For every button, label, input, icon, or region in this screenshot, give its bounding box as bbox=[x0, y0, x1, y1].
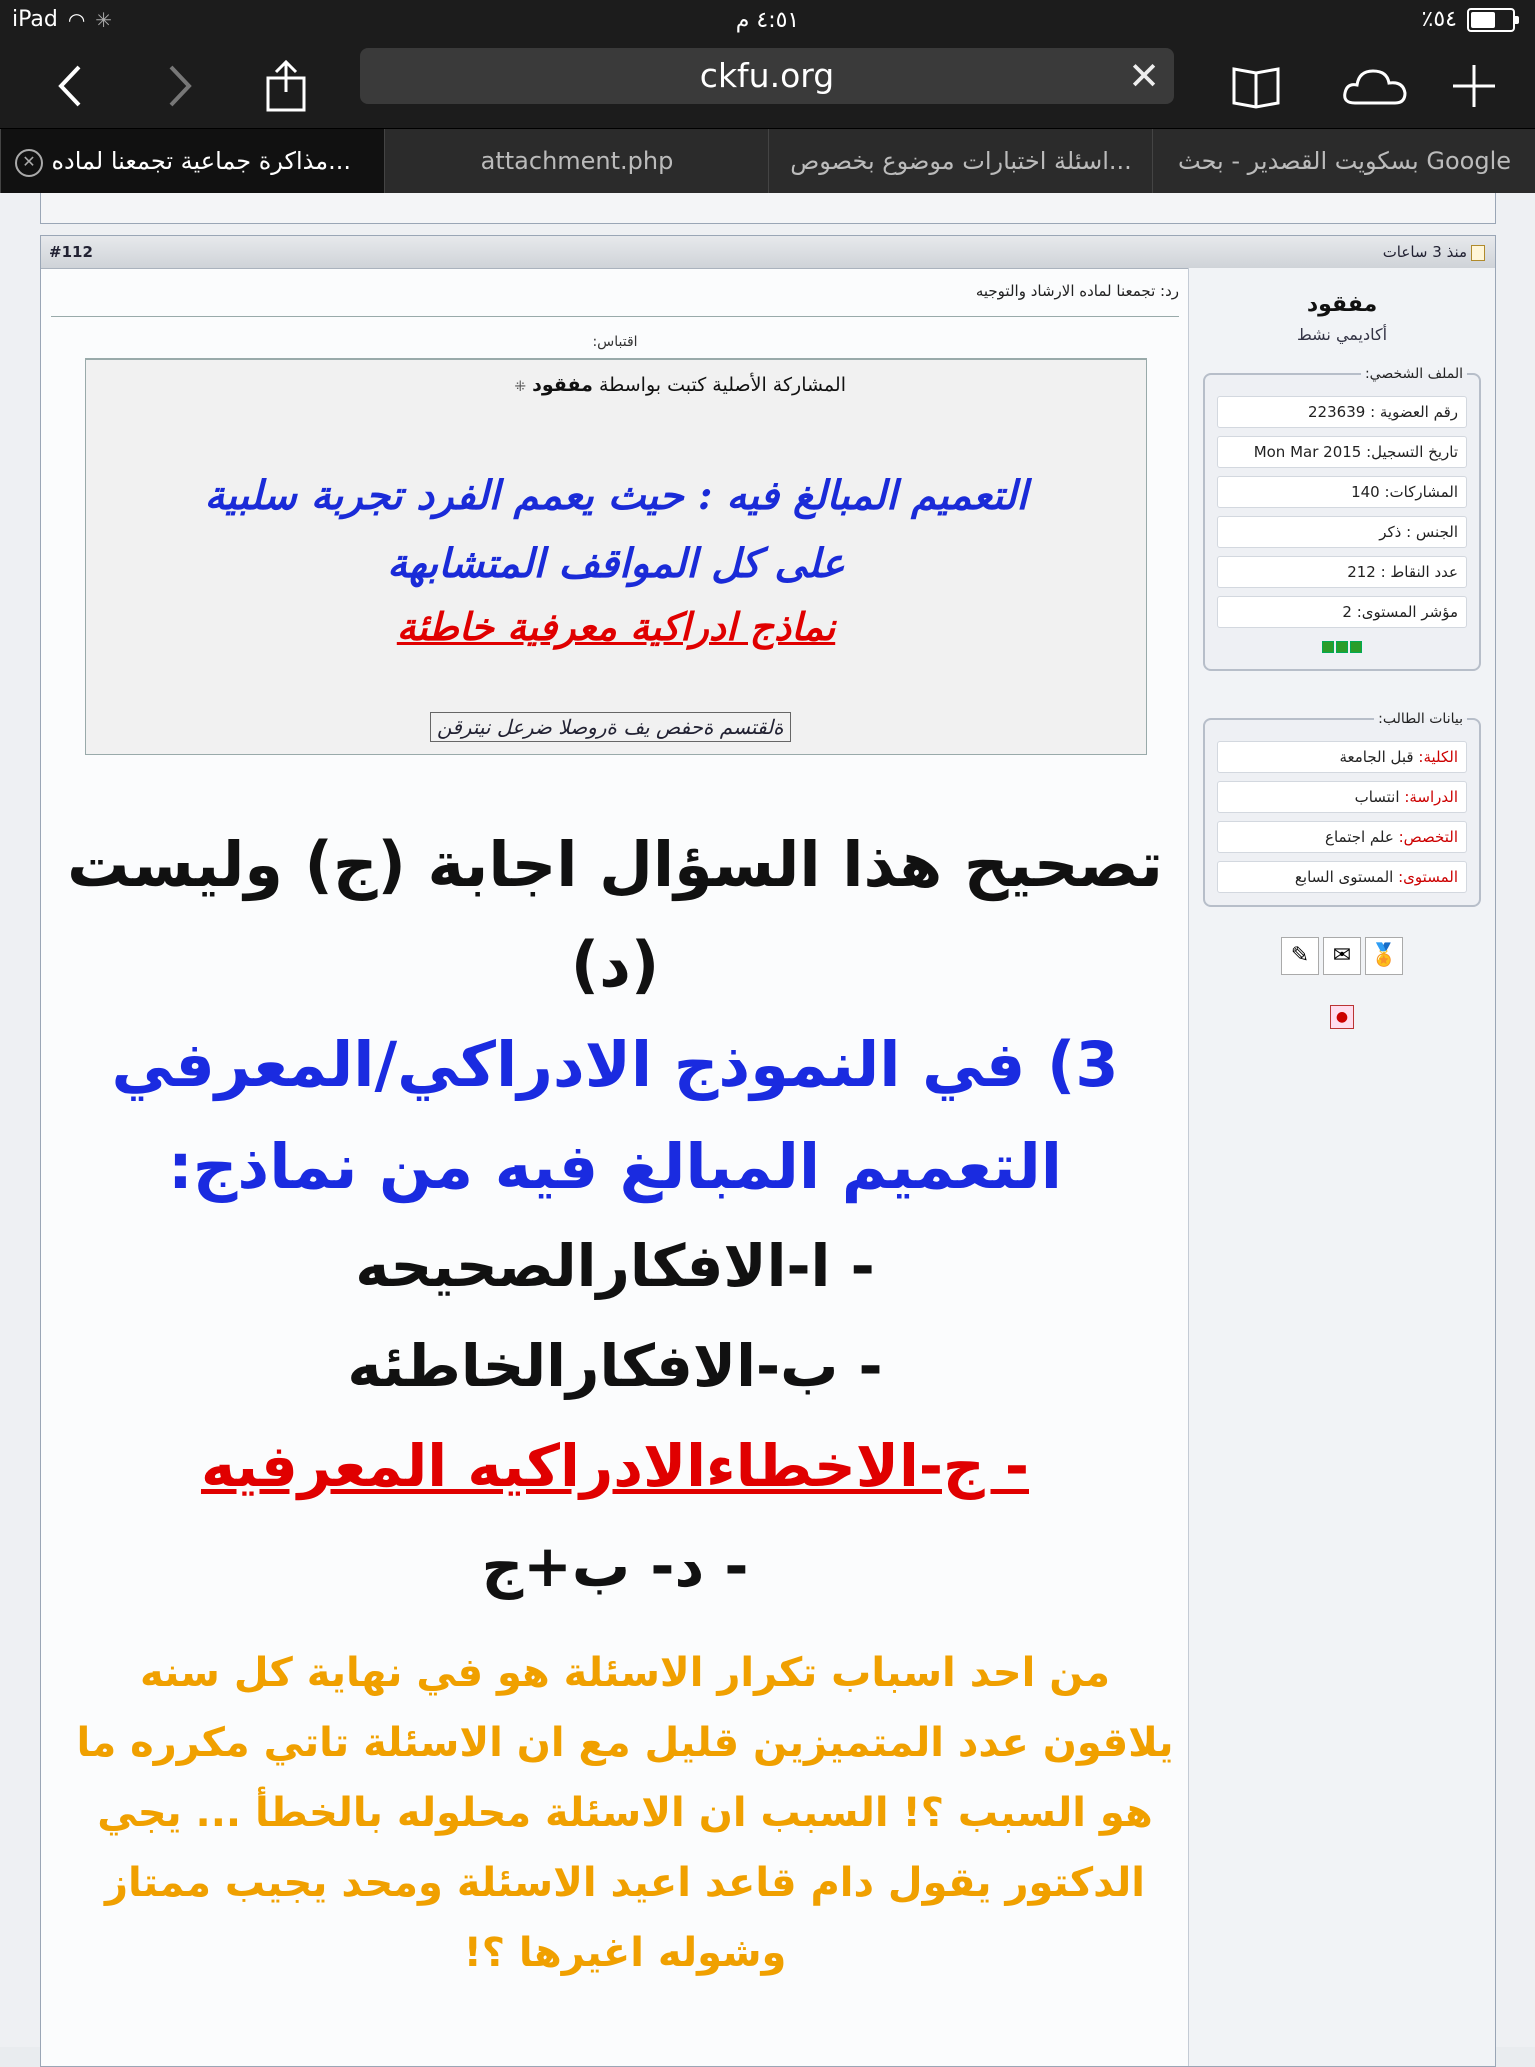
back-chevron-icon[interactable] bbox=[40, 56, 100, 116]
post-icon bbox=[1471, 245, 1485, 261]
post-date-text: منذ 3 ساعات bbox=[1382, 243, 1467, 261]
option-c-correct: - ج-الاخطاءالادراكيه المعرفيه bbox=[200, 1432, 1029, 1500]
previous-post-edge bbox=[40, 193, 1496, 224]
quote-line-3: نماذج ادراكية معرفية خاطئة bbox=[396, 604, 836, 649]
report-button[interactable] bbox=[1189, 1005, 1495, 1029]
tab-label: attachment.php bbox=[480, 147, 674, 175]
icloud-tabs-icon[interactable] bbox=[1340, 56, 1410, 116]
profile-row: مؤشر المستوى: 2 bbox=[1217, 596, 1467, 628]
new-tab-icon[interactable] bbox=[1444, 56, 1504, 116]
forward-chevron-icon[interactable] bbox=[150, 56, 210, 116]
activity-spinner-icon: ✳ bbox=[95, 7, 113, 32]
tab-0[interactable] bbox=[0, 129, 385, 194]
profile-box bbox=[1203, 366, 1481, 671]
body-line-1: تصحيح هذا السؤال اجابة (ج) وليست bbox=[67, 828, 1163, 901]
profile-row: رقم العضوية : 223639 bbox=[1217, 396, 1467, 428]
forum-post bbox=[40, 235, 1496, 2067]
browser-toolbar bbox=[0, 42, 1535, 128]
post-date bbox=[1383, 243, 1485, 261]
quote-author-prefix: المشاركة الأصلية كتبت بواسطة bbox=[598, 374, 846, 396]
profile-row: تاريخ التسجيل: Mon Mar 2015 bbox=[1217, 436, 1467, 468]
clock: ٤:٥١ م bbox=[735, 8, 800, 33]
username-link[interactable]: مفقود bbox=[1306, 292, 1378, 317]
quote-author bbox=[514, 374, 846, 396]
wifi-icon: ◠ bbox=[67, 7, 86, 32]
profile-row: الجنس : ذكر bbox=[1217, 516, 1467, 548]
tab-label: بسكويت القصدير - بحث Google bbox=[1178, 147, 1511, 175]
user-sidebar bbox=[1188, 268, 1495, 2066]
student-row: المستوى: المستوى السابع bbox=[1217, 861, 1467, 893]
image-link[interactable]: ةلقتسم ةحفص يف ةروصلا ضرعل نيترقن bbox=[430, 712, 791, 742]
tab-label: مذاكرة جماعية تجمعنا لماده... bbox=[51, 147, 351, 175]
option-d: - د- ب+ج bbox=[481, 1532, 749, 1600]
status-bar bbox=[0, 0, 1535, 42]
body-line-2: (د) bbox=[570, 928, 660, 1001]
url-text: ckfu.org bbox=[699, 56, 835, 95]
battery-percent: ٪٥٤ bbox=[1421, 7, 1457, 32]
profile-row: عدد النقاط : 212 bbox=[1217, 556, 1467, 588]
explanation-paragraph: من احد اسباب تكرار الاسئلة هو في نهاية كل سنه يلاقون عدد المتميزين قليل مع ان الاسئلة تاتي مكرره ما هو السبب ؟! السبب ان الاسئلة محلوله بالخطأ ... يجي الدكتور يقول دام قاعد اعيد الاسئلة ومحد يجيب ممتاز وشوله اغيرها ؟! bbox=[76, 1650, 1174, 1976]
profile-row: المشاركات: 140 bbox=[1217, 476, 1467, 508]
close-tab-icon[interactable]: ✕ bbox=[15, 149, 43, 177]
clear-url-icon[interactable]: ✕ bbox=[1128, 54, 1160, 98]
quote-block bbox=[85, 358, 1147, 755]
report-icon: ● bbox=[1330, 1005, 1354, 1029]
student-row: التخصص: علم اجتماع bbox=[1217, 821, 1467, 853]
post-number-link[interactable]: #112 bbox=[49, 243, 93, 261]
bookmarks-icon[interactable] bbox=[1226, 56, 1286, 116]
view-post-icon[interactable]: ⁜ bbox=[514, 379, 527, 395]
student-row: الكلية: قبل الجامعة bbox=[1217, 741, 1467, 773]
body-line-3: 3) في النموذج الادراكي/المعرفي bbox=[111, 1028, 1119, 1101]
pencil-award-icon[interactable]: ✎ bbox=[1281, 937, 1319, 975]
post-header bbox=[41, 236, 1495, 269]
address-bar[interactable] bbox=[360, 48, 1174, 104]
badge-icon[interactable]: ✉ bbox=[1323, 937, 1361, 975]
student-legend: بيانات الطالب: bbox=[1378, 711, 1463, 727]
option-b: - ب-الافكارالخاطئه bbox=[347, 1332, 883, 1400]
share-icon[interactable] bbox=[256, 56, 316, 116]
body-line-4: التعميم المبالغ فيه من نماذج: bbox=[167, 1130, 1063, 1203]
post-content bbox=[41, 268, 1189, 2066]
user-title: أكاديمي نشط bbox=[1296, 325, 1388, 344]
tab-label: اسئلة اختبارات موضوع بخصوص... bbox=[790, 147, 1132, 175]
page-content bbox=[0, 193, 1535, 2047]
quote-label: اقتباس: bbox=[592, 334, 638, 350]
reply-title: رد: تجمعنا لماده الارشاد والتوجيه bbox=[975, 282, 1179, 300]
divider bbox=[51, 316, 1179, 317]
student-box bbox=[1203, 711, 1481, 907]
reputation-icon bbox=[1217, 638, 1467, 657]
tab-2[interactable] bbox=[768, 129, 1153, 194]
quote-author-name: مفقود bbox=[532, 374, 593, 396]
profile-legend: الملف الشخصي: bbox=[1364, 366, 1463, 382]
tab-3[interactable] bbox=[1152, 129, 1535, 194]
tab-bar bbox=[0, 128, 1535, 194]
battery-icon bbox=[1467, 8, 1515, 32]
device-label: iPad bbox=[12, 7, 58, 32]
tab-1[interactable] bbox=[384, 129, 769, 194]
quote-line-1: التعميم المبالغ فيه : حيث يعمم الفرد تجربة سلبية bbox=[204, 472, 1028, 519]
medal-icon[interactable]: 🏅 bbox=[1365, 937, 1403, 975]
student-row: الدراسة: انتساب bbox=[1217, 781, 1467, 813]
quote-line-2: على كل المواقف المتشابهة bbox=[387, 540, 845, 587]
awards bbox=[1189, 937, 1495, 975]
option-a: - ا-الافكارالصحيحه bbox=[355, 1232, 875, 1300]
